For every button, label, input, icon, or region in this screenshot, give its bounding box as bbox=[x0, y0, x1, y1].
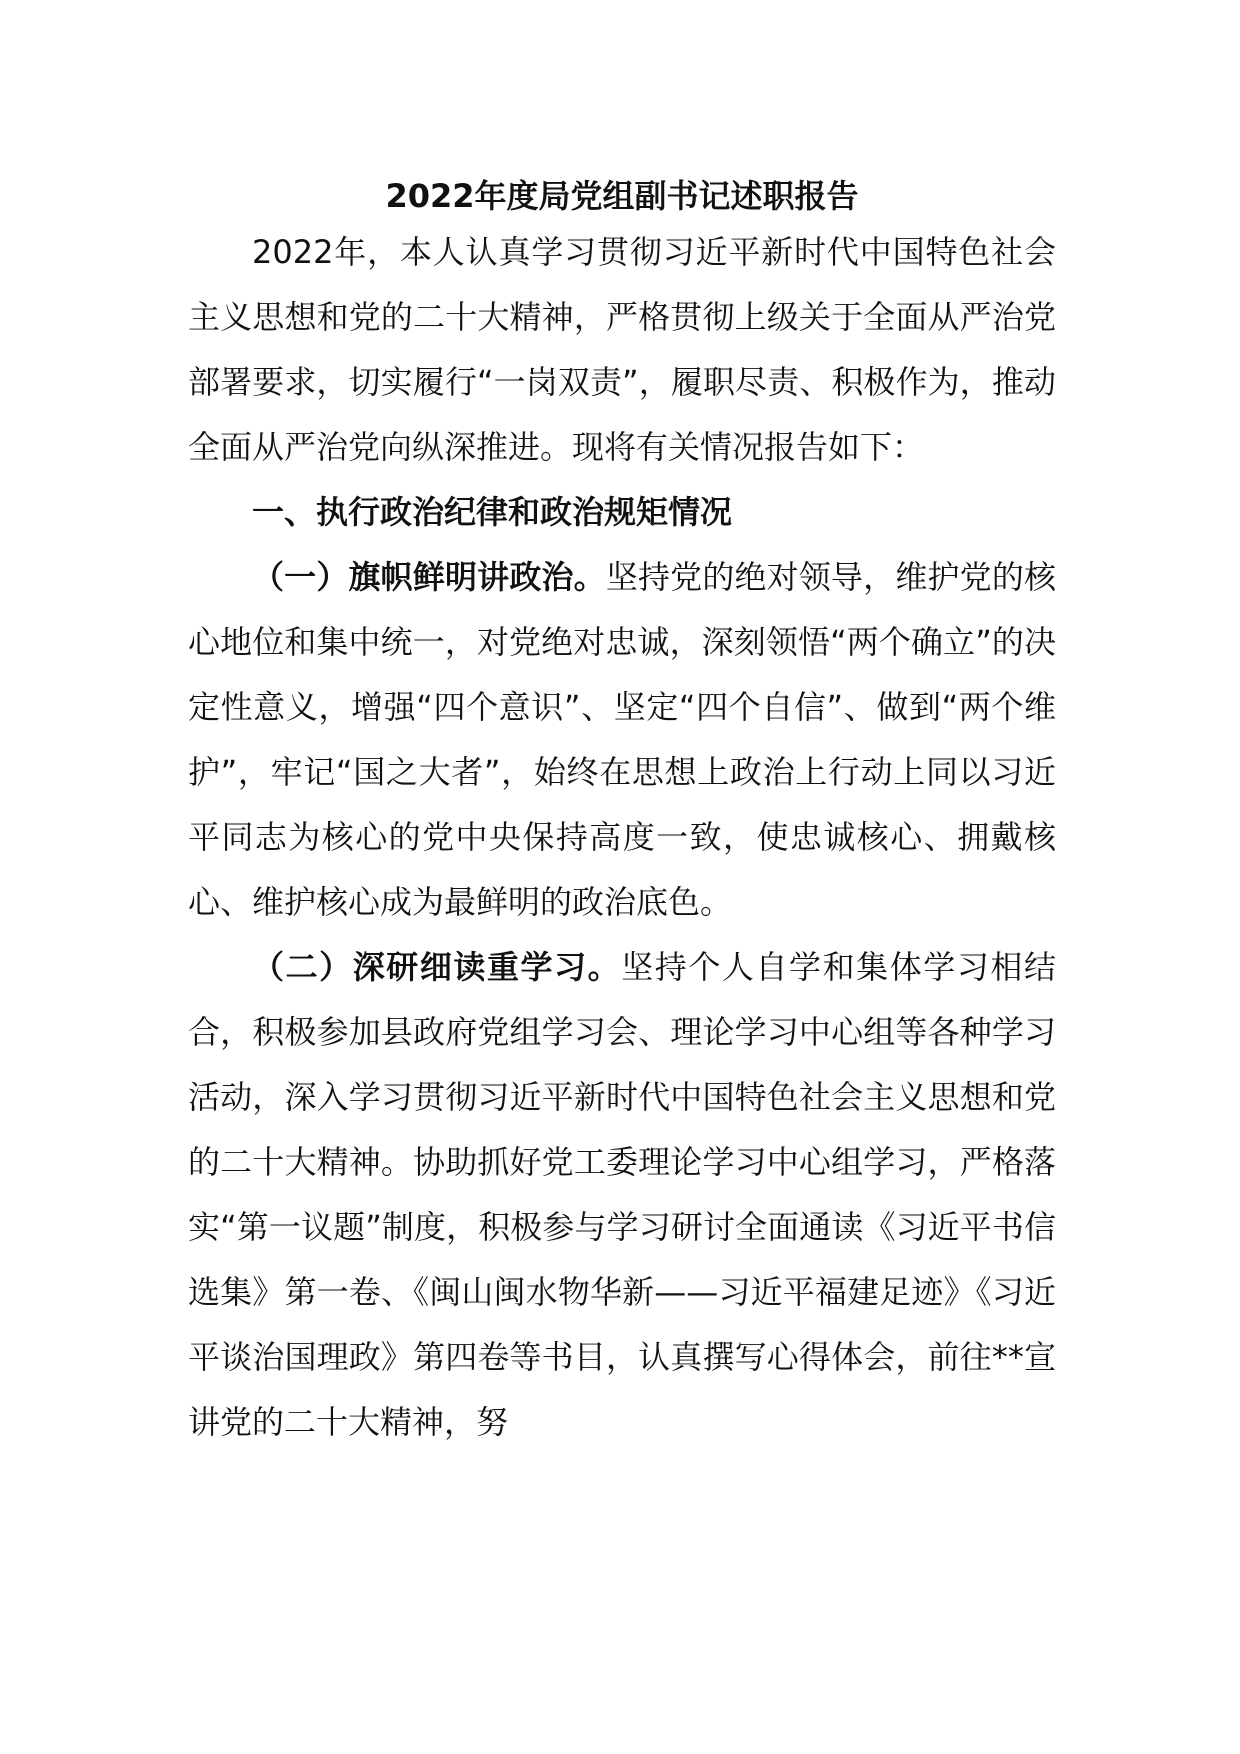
item-2-body: 坚持个人自学和集体学习相结合，积极参加县政府党组学习会、理论学习中心组等各种学习活动，深入学习贯彻习近平新时代中国特色社会主义思想和党的二十大精神。协助抓好党工委理论学习中心组学习，严格落实“第一议题”制度，积极参与学习研讨全面通读《习近平书信选集》第一卷、《闽山闽水物华新——习近平福建足迹》《习近平谈治国理政》第四卷等书目，认真撰写心得体会，前往**宣讲党的二十大精神，努 bbox=[188, 948, 1056, 1441]
intro-paragraph: 2022年，本人认真学习贯彻习近平新时代中国特色社会主义思想和党的二十大精神，严格贯彻上级关于全面从严治党部署要求，切实履行“一岗双责”，履职尽责、积极作为，推动全面从严治党向纵深推进。现将有关情况报告如下： bbox=[188, 233, 1056, 466]
item-2-lead: （二）深研细读重学习。 bbox=[252, 948, 622, 986]
document-page bbox=[188, 172, 1056, 1455]
item-2-paragraph bbox=[188, 935, 1056, 1455]
item-1-paragraph bbox=[188, 545, 1056, 935]
document-title: 2022年度局党组副书记述职报告 bbox=[385, 177, 859, 215]
item-1-lead: （一）旗帜鲜明讲政治。 bbox=[252, 558, 606, 596]
section-1-heading: 一、执行政治纪律和政治规矩情况 bbox=[252, 493, 733, 531]
item-1-body: 坚持党的绝对领导，维护党的核心地位和集中统一，对党绝对忠诚，深刻领悟“两个确立”的决定性意义，增强“四个意识”、坚定“四个自信”、做到“两个维护”，牢记“国之大者”，始终在思想上政治上行动上同以习近平同志为核心的党中央保持高度一致，使忠诚核心、拥戴核心、维护核心成为最鲜明的政治底色。 bbox=[188, 558, 1056, 921]
